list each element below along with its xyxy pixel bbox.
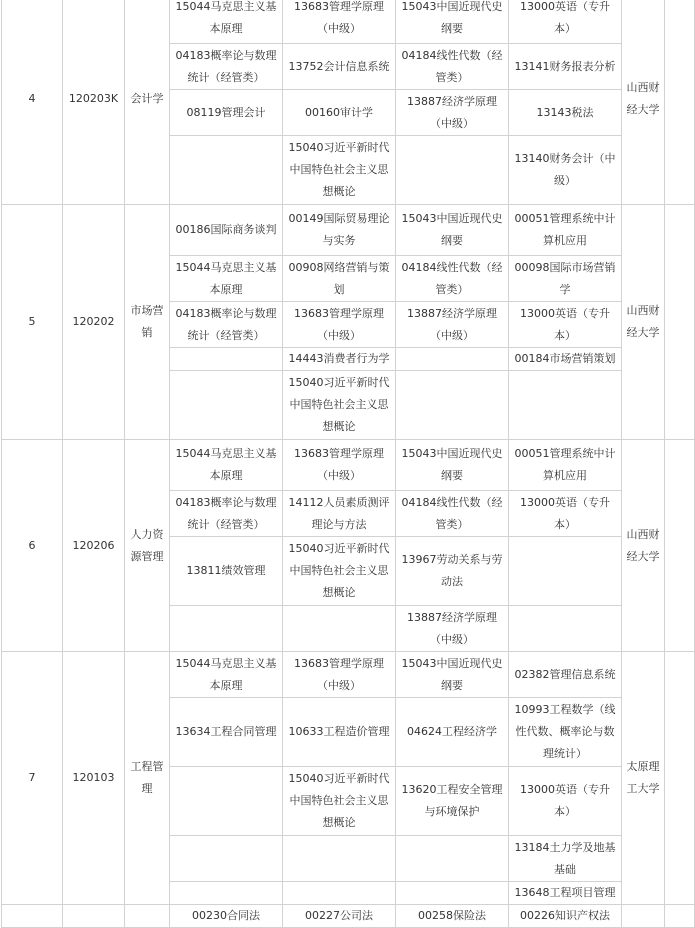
major-code-cell: 120103 (63, 652, 125, 905)
course-cell: 13683管理学原理（中级） (283, 302, 396, 348)
course-cell: 04184线性代数（经管类） (396, 491, 509, 537)
course-cell (170, 606, 283, 652)
course-cell: 00186国际商务谈判 (170, 205, 283, 256)
course-cell (509, 537, 622, 606)
table-row (2, 440, 695, 491)
course-cell: 13634工程合同管理 (170, 698, 283, 767)
course-cell: 00051管理系统中计算机应用 (509, 205, 622, 256)
course-cell: 14443消费者行为学 (283, 348, 396, 371)
course-cell: 13887经济学原理（中级） (396, 90, 509, 136)
course-cell: 04184线性代数（经管类） (396, 44, 509, 90)
school-cell: 山西财经大学 (622, 440, 665, 652)
major-name-cell: 会计学 (125, 0, 170, 205)
course-cell: 13811绩效管理 (170, 537, 283, 606)
course-cell: 00051管理系统中计算机应用 (509, 440, 622, 491)
major-name-cell (125, 905, 170, 928)
course-cell: 15043中国近现代史纲要 (396, 440, 509, 491)
course-cell: 04183概率论与数理统计（经管类） (170, 302, 283, 348)
course-cell: 13000英语（专升本） (509, 491, 622, 537)
course-cell: 13184土力学及地基基础 (509, 836, 622, 882)
course-cell: 13141财务报表分析 (509, 44, 622, 90)
major-name-cell: 市场营销 (125, 205, 170, 440)
course-cell: 10993工程数学（线性代数、概率论与数理统计） (509, 698, 622, 767)
course-cell: 04624工程经济学 (396, 698, 509, 767)
course-cell (509, 371, 622, 440)
major-code-cell (63, 905, 125, 928)
major-number-cell: 7 (2, 652, 63, 905)
course-cell: 15044马克思主义基本原理 (170, 256, 283, 302)
major-number-cell: 5 (2, 205, 63, 440)
course-cell: 00226知识产权法 (509, 905, 622, 928)
course-cell: 13683管理学原理（中级） (283, 652, 396, 698)
course-cell: 00230合同法 (170, 905, 283, 928)
major-name-cell: 人力资源管理 (125, 440, 170, 652)
course-cell: 00184市场营销策划 (509, 348, 622, 371)
course-cell: 14112人员素质测评理论与方法 (283, 491, 396, 537)
course-cell: 13752会计信息系统 (283, 44, 396, 90)
major-code-cell: 120203K (63, 0, 125, 205)
exam-plan-table (1, 0, 695, 928)
course-cell: 10633工程造价管理 (283, 698, 396, 767)
blank-cell (665, 440, 695, 652)
course-cell: 15040习近平新时代中国特色社会主义思想概论 (283, 537, 396, 606)
course-cell: 15043中国近现代史纲要 (396, 0, 509, 44)
course-cell (283, 606, 396, 652)
course-cell: 13887经济学原理（中级） (396, 606, 509, 652)
table-row (2, 0, 695, 44)
course-cell: 13000英语（专升本） (509, 0, 622, 44)
course-cell: 00908网络营销与策划 (283, 256, 396, 302)
course-cell: 00258保险法 (396, 905, 509, 928)
course-cell (396, 882, 509, 905)
table-row (2, 905, 695, 928)
course-cell: 13887经济学原理（中级） (396, 302, 509, 348)
course-cell: 00149国际贸易理论与实务 (283, 205, 396, 256)
course-cell: 15043中国近现代史纲要 (396, 652, 509, 698)
course-cell (283, 836, 396, 882)
course-cell: 15040习近平新时代中国特色社会主义思想概论 (283, 767, 396, 836)
school-cell: 山西财经大学 (622, 205, 665, 440)
blank-cell (665, 652, 695, 905)
course-cell (170, 136, 283, 205)
course-cell: 00160审计学 (283, 90, 396, 136)
blank-cell (665, 0, 695, 205)
course-cell: 13648工程项目管理 (509, 882, 622, 905)
course-cell: 13140财务会计（中级） (509, 136, 622, 205)
course-cell: 13683管理学原理（中级） (283, 0, 396, 44)
course-cell (396, 136, 509, 205)
course-cell (170, 348, 283, 371)
course-cell (170, 767, 283, 836)
course-cell (170, 371, 283, 440)
course-cell: 15044马克思主义基本原理 (170, 0, 283, 44)
course-cell: 08119管理会计 (170, 90, 283, 136)
course-cell: 15044马克思主义基本原理 (170, 440, 283, 491)
major-number-cell: 6 (2, 440, 63, 652)
blank-cell (665, 905, 695, 928)
course-cell: 15040习近平新时代中国特色社会主义思想概论 (283, 371, 396, 440)
course-cell: 15040习近平新时代中国特色社会主义思想概论 (283, 136, 396, 205)
course-cell (396, 836, 509, 882)
course-cell: 00098国际市场营销学 (509, 256, 622, 302)
course-cell: 00227公司法 (283, 905, 396, 928)
course-cell: 13000英语（专升本） (509, 302, 622, 348)
school-cell: 山西财经大学 (622, 0, 665, 205)
course-cell: 02382管理信息系统 (509, 652, 622, 698)
course-cell (283, 882, 396, 905)
school-cell (622, 905, 665, 928)
course-cell (170, 836, 283, 882)
course-cell: 15043中国近现代史纲要 (396, 205, 509, 256)
course-cell (509, 606, 622, 652)
major-code-cell: 120206 (63, 440, 125, 652)
major-name-cell: 工程管理 (125, 652, 170, 905)
course-cell (396, 371, 509, 440)
course-cell: 04184线性代数（经管类） (396, 256, 509, 302)
course-cell: 13683管理学原理（中级） (283, 440, 396, 491)
table-row (2, 652, 695, 698)
course-cell: 15044马克思主义基本原理 (170, 652, 283, 698)
course-cell: 04183概率论与数理统计（经管类） (170, 491, 283, 537)
course-cell (396, 348, 509, 371)
table-row (2, 205, 695, 256)
course-cell: 13967劳动关系与劳动法 (396, 537, 509, 606)
major-code-cell: 120202 (63, 205, 125, 440)
blank-cell (665, 205, 695, 440)
course-cell: 13620工程安全管理与环境保护 (396, 767, 509, 836)
major-number-cell: 4 (2, 0, 63, 205)
course-cell: 13143税法 (509, 90, 622, 136)
course-cell: 04183概率论与数理统计（经管类） (170, 44, 283, 90)
major-number-cell (2, 905, 63, 928)
course-cell (170, 882, 283, 905)
school-cell: 太原理工大学 (622, 652, 665, 905)
course-cell: 13000英语（专升本） (509, 767, 622, 836)
